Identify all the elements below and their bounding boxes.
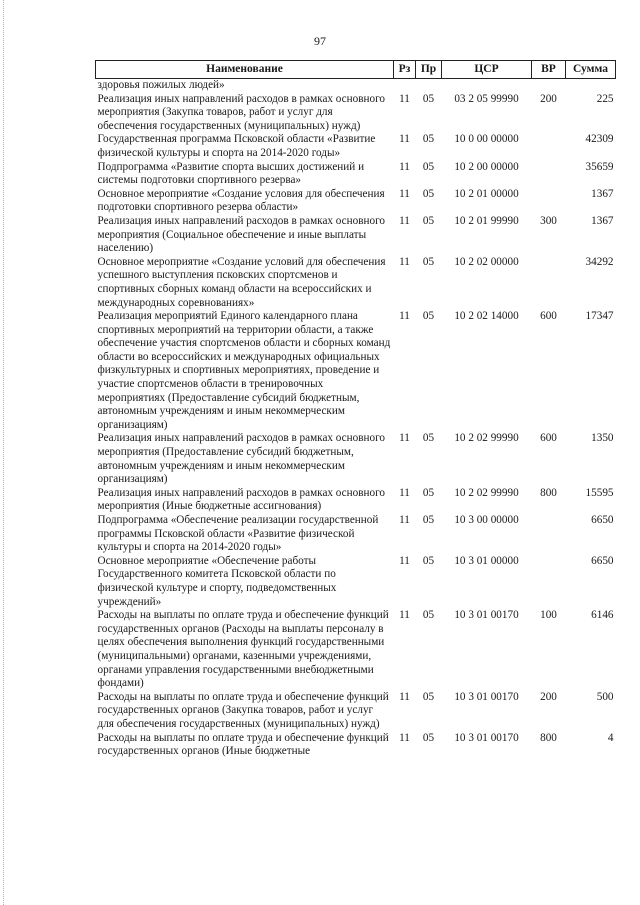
cell-pr: 05 xyxy=(422,731,435,744)
cell-csr: 10 2 02 00000 xyxy=(454,255,519,268)
cell-pr: 05 xyxy=(422,554,435,567)
cell-rz: 11 xyxy=(399,133,410,146)
cell-sum: 1367 xyxy=(591,214,614,227)
cell-rz: 11 xyxy=(399,255,410,268)
table-row xyxy=(96,79,616,93)
cell-sum: 500 xyxy=(596,690,614,703)
cell-csr: 10 2 02 14000 xyxy=(454,310,519,323)
header-name: Наименование xyxy=(96,61,394,79)
cell-csr: 10 3 00 00000 xyxy=(454,514,519,526)
cell-name: Расходы на выплаты по оплате труда и обеспечение функций государственных органов (Иные бюджетные xyxy=(97,731,389,758)
cell-name: Расходы на выплаты по оплате труда и обеспечение функций государственных органов (Закупка товаров, работ и услуг для обеспечения государственных (муниципальных) нужд) xyxy=(97,690,389,730)
table-row xyxy=(96,310,616,432)
table-row xyxy=(96,555,616,609)
cell-csr: 10 0 00 00000 xyxy=(454,133,519,146)
cell-rz: 11 xyxy=(399,160,410,173)
table-row xyxy=(96,256,616,310)
cell-csr: 03 2 05 99990 xyxy=(454,92,519,105)
cell-rz: 11 xyxy=(399,92,410,105)
cell-name: Расходы на выплаты по оплате труда и обеспечение функций государственных органов (Расходы на выплаты персоналу в целях обеспечения выполнения функций государственными (муниципальными) органами, казенными учреждениями, органами управления государственными внебюджетными фондами) xyxy=(97,609,389,690)
cell-vr xyxy=(532,256,566,310)
cell-pr: 05 xyxy=(422,92,435,105)
cell-csr: 10 3 01 00170 xyxy=(454,731,519,744)
cell-pr: 05 xyxy=(422,255,435,268)
cell-csr: 10 2 00 00000 xyxy=(454,160,519,173)
table-header-row xyxy=(96,61,616,79)
table-row xyxy=(96,732,616,759)
cell-sum: 17347 xyxy=(585,310,614,323)
cell-pr: 05 xyxy=(422,514,435,526)
header-csr: ЦСР xyxy=(442,61,532,79)
cell-csr: 10 2 01 99990 xyxy=(454,214,519,227)
cell-pr: 05 xyxy=(422,187,435,200)
cell-vr xyxy=(532,133,566,160)
cell-csr: 10 2 01 00000 xyxy=(454,187,519,200)
table-row xyxy=(96,215,616,256)
cell-pr: 05 xyxy=(422,214,435,227)
cell-csr: 10 2 02 99990 xyxy=(454,486,519,499)
cell-pr xyxy=(416,79,442,93)
cell-vr: 100 xyxy=(540,609,557,622)
cell-sum: 6146 xyxy=(591,609,614,622)
table-row xyxy=(96,432,616,486)
cell-rz: 11 xyxy=(399,310,410,323)
page-number: 97 xyxy=(314,34,326,48)
cell-name: Государственная программа Псковской области «Развитие физической культуры и спорта на 2014-2020 годы» xyxy=(97,133,376,159)
cell-csr: 10 3 01 00170 xyxy=(454,609,519,622)
cell-sum: 34292 xyxy=(585,255,614,268)
cell-vr: 300 xyxy=(540,214,557,227)
cell-pr: 05 xyxy=(422,690,435,703)
cell-name: здоровья пожилых людей» xyxy=(97,79,225,91)
cell-vr xyxy=(532,555,566,609)
table-row xyxy=(96,93,616,134)
cell-rz: 11 xyxy=(399,690,410,703)
cell-sum: 1367 xyxy=(591,187,614,200)
table-row xyxy=(96,609,616,691)
cell-pr: 05 xyxy=(422,432,435,445)
budget-table xyxy=(95,60,616,759)
cell-csr: 10 2 02 99990 xyxy=(454,432,519,445)
cell-sum: 6650 xyxy=(591,554,614,567)
table-row xyxy=(96,133,616,160)
cell-name: Реализация иных направлений расходов в рамках основного мероприятия (Иные бюджетные ассигнования) xyxy=(97,486,385,513)
cell-name: Подпрограмма «Развитие спорта высших достижений и системы подготовки спортивного резерва» xyxy=(97,160,365,187)
cell-pr: 05 xyxy=(422,133,435,146)
cell-vr xyxy=(532,79,566,93)
table-row xyxy=(96,691,616,732)
cell-rz xyxy=(394,79,416,93)
table-row xyxy=(96,188,616,215)
cell-pr: 05 xyxy=(422,310,435,323)
cell-vr: 600 xyxy=(540,432,557,445)
cell-rz: 11 xyxy=(399,731,410,744)
cell-sum: 35659 xyxy=(585,160,614,173)
cell-vr xyxy=(532,514,566,555)
cell-sum: 15595 xyxy=(585,486,614,499)
table-row xyxy=(96,161,616,188)
cell-vr xyxy=(532,188,566,215)
cell-sum xyxy=(566,79,616,93)
header-rz: Рз xyxy=(394,61,416,79)
table-row xyxy=(96,487,616,514)
scan-edge-line xyxy=(3,0,5,905)
cell-vr: 200 xyxy=(540,690,557,703)
cell-name: Реализация иных направлений расходов в рамках основного мероприятия (Закупка товаров, работ и услуг для обеспечения государственных (муниципальных) нужд) xyxy=(97,92,385,132)
cell-rz: 11 xyxy=(399,514,410,526)
header-vr: ВР xyxy=(532,61,566,79)
cell-sum: 6650 xyxy=(591,514,614,526)
cell-name: Подпрограмма «Обеспечение реализации государственной программы Псковской области «Развитие физической культуры и спорта на 2014-2020 годы» xyxy=(97,514,379,554)
cell-rz: 11 xyxy=(399,486,410,499)
table-row xyxy=(96,514,616,555)
cell-pr: 05 xyxy=(422,486,435,499)
cell-csr xyxy=(442,79,532,93)
cell-name: Основное мероприятие «Создание условий для обеспечения успешного выступления псковских спортсменов и спортивных сборных команд области на всероссийских и международных соревнованиях» xyxy=(97,255,386,309)
cell-rz: 11 xyxy=(399,187,410,200)
cell-name: Реализация мероприятий Единого календарного плана спортивных мероприятий на территории области, а также обеспечение участия спортсменов области и сборных команд области во всероссийских и международных официальных физкультурных и спортивных мероприятиях, проведение и участие спортсменов области в тренировочных мероприятиях (Предоставление субсидий бюджетным, автономным учреждениям и иным некоммерческим организациям) xyxy=(97,310,391,431)
cell-csr: 10 3 01 00000 xyxy=(454,554,519,567)
cell-vr: 600 xyxy=(540,310,557,323)
cell-sum: 42309 xyxy=(585,133,614,146)
cell-sum: 225 xyxy=(596,92,614,105)
cell-name: Основное мероприятие «Обеспечение работы Государственного комитета Псковской области по физической культуре и спорту, подведомственных учреждений» xyxy=(97,554,337,608)
cell-name: Основное мероприятие «Создание условия для обеспечения подготовки спортивного резерва области» xyxy=(97,187,385,214)
cell-vr: 200 xyxy=(540,92,557,105)
cell-vr xyxy=(532,161,566,188)
cell-pr: 05 xyxy=(422,160,435,173)
cell-pr: 05 xyxy=(422,609,435,622)
cell-vr: 800 xyxy=(540,731,557,744)
cell-rz: 11 xyxy=(399,609,410,622)
header-sum: Сумма xyxy=(566,61,616,79)
cell-vr: 800 xyxy=(540,486,557,499)
cell-csr: 10 3 01 00170 xyxy=(454,690,519,703)
cell-rz: 11 xyxy=(399,432,410,445)
cell-sum: 4 xyxy=(607,731,614,744)
cell-name: Реализация иных направлений расходов в рамках основного мероприятия (Социальное обеспечение и иные выплаты населению) xyxy=(97,214,385,255)
cell-sum: 1350 xyxy=(591,432,614,445)
header-pr: Пр xyxy=(416,61,442,79)
cell-name: Реализация иных направлений расходов в рамках основного мероприятия (Предоставление субсидий бюджетным, автономным учреждениям и иным некоммерческим организациям) xyxy=(97,432,385,486)
cell-rz: 11 xyxy=(399,214,410,227)
cell-rz: 11 xyxy=(399,554,410,567)
